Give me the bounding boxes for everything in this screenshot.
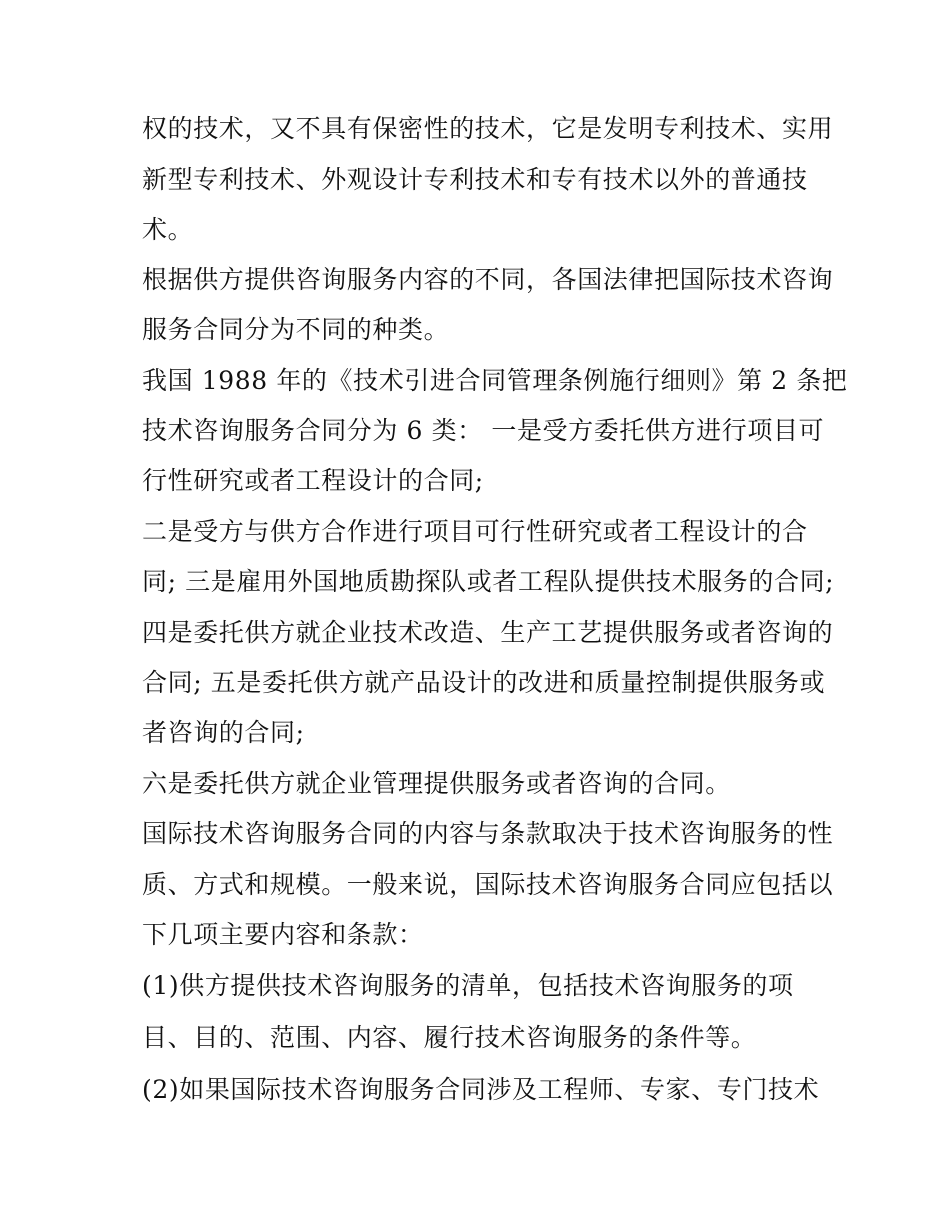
text-line: 目、目的、范围、内容、履行技术咨询服务的条件等。 bbox=[142, 1023, 757, 1052]
text-line: 六是委托供方就企业管理提供服务或者咨询的合同。 bbox=[142, 769, 731, 798]
text-line: 四是委托供方就企业技术改造、生产工艺提供服务或者咨询的 bbox=[142, 618, 834, 647]
text-line: 新型专利技术、外观设计专利技术和专有技术以外的普通技 bbox=[142, 165, 808, 194]
text-line: 行性研究或者工程设计的合同; bbox=[142, 466, 484, 495]
text-line: 者咨询的合同; bbox=[142, 718, 305, 747]
text-line: 二是受方与供方合作进行项目可行性研究或者工程设计的合 bbox=[142, 517, 808, 546]
text-line: 术。 bbox=[142, 215, 194, 244]
text-line: 我国 1988 年的《技术引进合同管理条例施行细则》第 2 条把 bbox=[142, 366, 848, 395]
text-line: 下几项主要内容和条款： bbox=[142, 920, 424, 949]
text-line: 质、方式和规模。一般来说，国际技术咨询服务合同应包括以 bbox=[142, 870, 834, 899]
text-line: (2)如果国际技术咨询服务合同涉及工程师、专家、专门技术 bbox=[142, 1075, 820, 1104]
text-line: 国际技术咨询服务合同的内容与条款取决于技术咨询服务的性 bbox=[142, 819, 834, 848]
text-line: 技术咨询服务合同分为 6 类： 一是受方委托供方进行项目可 bbox=[142, 416, 825, 445]
text-line: 服务合同分为不同的种类。 bbox=[142, 315, 450, 344]
text-line: 合同; 五是委托供方就产品设计的改进和质量控制提供服务或 bbox=[142, 668, 826, 697]
text-line: 权的技术，又不具有保密性的技术，它是发明专利技术、实用 bbox=[142, 114, 834, 143]
text-line: (1)供方提供技术咨询服务的清单，包括技术咨询服务的项 bbox=[142, 971, 794, 1000]
text-line: 同; 三是雇用外国地质勘探队或者工程队提供技术服务的合同; bbox=[142, 567, 835, 596]
text-line: 根据供方提供咨询服务内容的不同，各国法律把国际技术咨询 bbox=[142, 265, 834, 294]
